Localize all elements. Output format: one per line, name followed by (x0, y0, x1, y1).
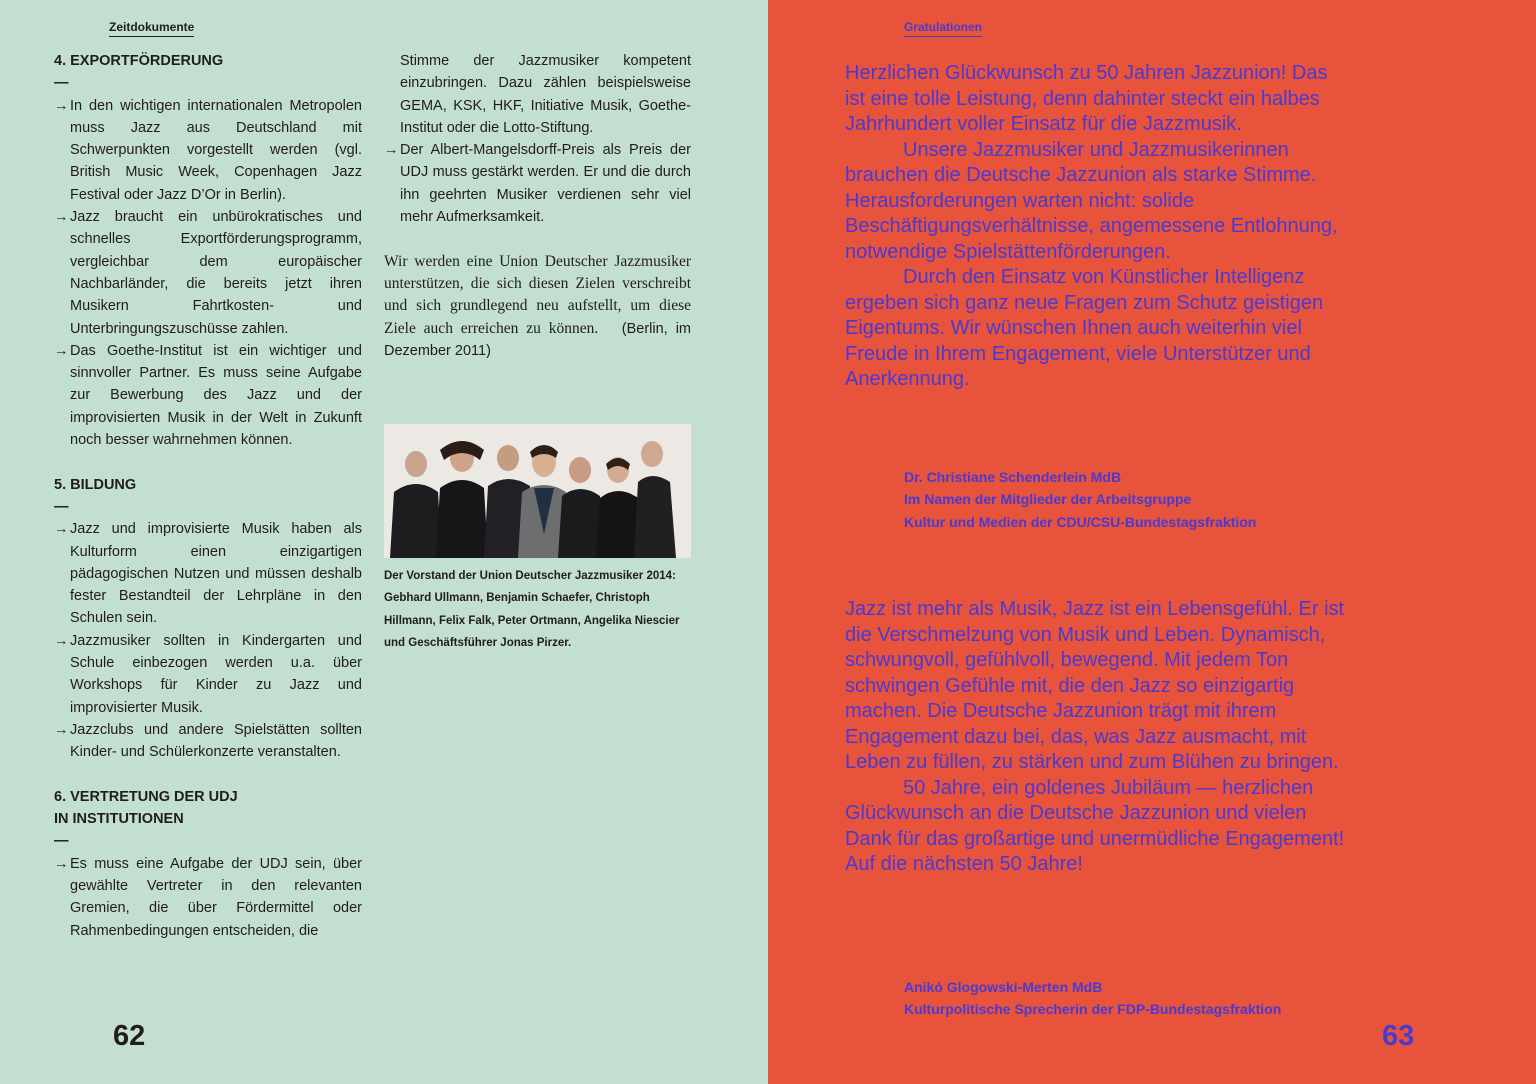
left-column-1 (54, 50, 362, 942)
place-date: (Berlin, im Dezember 2011) (384, 320, 692, 359)
bullet-item: → Das Goethe-Institut ist ein wichtiger und sinnvoller Partner. Es muss seine Aufgabe zur Bewerbung des Jazz und der improvisierten Musik in der Welt in Zukunft noch besser wahrnehmen können. (54, 340, 362, 451)
page-number-right: 63 (1382, 1020, 1415, 1052)
congratulation-quote-2 (845, 597, 1345, 878)
running-head-right: Gratulationen (904, 20, 982, 37)
photo-caption: Der Vorstand der Union Deutscher Jazzmusiker 2014: Gebhard Ullmann, Benjamin Schaefer, Christoph Hillmann, Felix Falk, Peter Ortmann, Angelika Niescier und Geschäftsführer Jonas Pirzer. (384, 570, 680, 649)
bullet-item: → Jazzmusiker sollten in Kindergarten und Schule einbezogen werden u.a. über Workshops für Kinder zu Jazz und improvisierter Musik. (54, 630, 362, 719)
group-photo-illustration (384, 424, 691, 558)
signature-role: Im Namen der Mitglieder der Arbeitsgruppe (904, 491, 1192, 508)
bullet-item: → Der Albert-Mangelsdorff-Preis als Preis der UDJ muss gestärkt werden. Er und die durch ihn geehrten Musiker verdienen sehr viel mehr Aufmerksamkeit. (384, 139, 691, 228)
running-head-left: Zeitdokumente (109, 20, 194, 37)
signature-name: Anikó Glogowski-Merten MdB (904, 979, 1103, 995)
bullet-item: → In den wichtigen internationalen Metropolen muss Jazz aus Deutschland mit Schwerpunkten vorgestellt werden (vgl. British Music Week, Copenhagen Jazz Festival oder Jazz D’Or in Berlin). (54, 95, 362, 206)
section-heading-bildung: 5. BILDUNG (54, 476, 137, 493)
signature-1 (904, 466, 1364, 533)
quote-paragraph: Jazz ist mehr als Musik, Jazz ist ein Lebensgefühl. Er ist die Verschmelzung von Musik und Leben. Dynamisch, schwungvoll, gefühlvoll, bewegend. Mit jedem Ton schwingen Gefühle mit, die den Jazz so einzigartig machen. Die Deutsche Jazzunion trägt mit ihrem Engagement dazu bei, das, was Jazz ausmacht, mit Leben zu füllen, zu stärken und zum Blühen zu bringen. (845, 598, 1345, 773)
page-number-left: 62 (113, 1020, 146, 1052)
signature-role: Kulturpolitische Sprecherin der FDP-Bundestagsfraktion (904, 1001, 1282, 1018)
bullet-item: → Jazz und improvisierte Musik haben als Kulturform einen einzigartigen pädagogischen Nutzen und müssen deshalb fester Bestandteil der Lehrpläne in den Schulen sein. (54, 518, 362, 629)
heading-dash: — (54, 498, 69, 515)
section-heading-exportfoerderung: 4. EXPORTFÖRDERUNG (54, 53, 224, 69)
congratulation-quote-1 (845, 61, 1345, 393)
closing-text: Wir werden eine Union Deutscher Jazzmusiker unterstützen, die sich diesen Zielen verschreibt und sich grundlegend neu aufstellt, um diese Ziele auch erreichen zu können. (384, 252, 691, 337)
section-heading-vertretung: 6. VERTRETUNG DER UDJ (54, 788, 238, 805)
bullet-continuation: Stimme der Jazzmusiker kompetent einzubringen. Dazu zählen beispielsweise GEMA, KSK, HKF, Initiative Musik, Goethe-Institut oder die Lotto-Stiftung. (400, 53, 691, 136)
board-group-photo (384, 424, 691, 558)
left-column-2 (384, 50, 691, 362)
quote-paragraph: 50 Jahre, ein goldenes Jubiläum — herzlichen Glückwunsch an die Deutsche Jazzunion und vielen Dank für das großartige und unermüdliche Engagement! Auf die nächsten 50 Jahre! (845, 776, 1345, 875)
heading-dash: — (54, 833, 69, 850)
bullet-item: → Es muss eine Aufgabe der UDJ sein, über gewählte Vertreter in den relevanten Gremien, die über Fördermittel oder Rahmenbedingungen entscheiden, die (54, 853, 362, 942)
quote-paragraph: Herzlichen Glückwunsch zu 50 Jahren Jazzunion! Das ist eine tolle Leistung, denn dahinter steckt ein halbes Jahrhundert voller Einsatz für die Jazzmusik. (845, 62, 1328, 135)
bullet-item: → Jazz braucht ein unbürokratisches und schnelles Exportförderungsprogramm, vergleichbar dem europäischer Nachbarländer, die bereits jetzt ihren Musikern Fahrtkosten- und Unterbringungszuschüsse zahlen. (54, 206, 362, 340)
signature-role: Kultur und Medien der CDU/CSU-Bundestagsfraktion (904, 513, 1257, 530)
closing-paragraph (384, 251, 691, 362)
quote-paragraph: Durch den Einsatz von Künstlicher Intelligenz ergeben sich ganz neue Fragen zum Schutz geistigen Eigentums. Wir wünschen Ihnen auch weiterhin viel Freude in Ihrem Engagement, viele Unterstützer und Anerkennung. (845, 266, 1324, 390)
signature-2 (904, 976, 1364, 1021)
signature-name: Dr. Christiane Schenderlein MdB (904, 469, 1122, 485)
section-heading-vertretung-line2: IN INSTITUTIONEN (54, 811, 184, 828)
heading-dash: — (54, 75, 69, 92)
quote-paragraph: Unsere Jazzmusiker und Jazzmusikerinnen brauchen die Deutsche Jazzunion als starke Stimme. Herausforderungen warten nicht: solide Beschäftigungsverhältnisse, angemessene Entlohnung, notwendige Spielstättenförderungen. (845, 138, 1338, 263)
bullet-item: → Jazzclubs und andere Spielstätten sollten Kinder- und Schülerkonzerte veranstalten. (54, 719, 362, 764)
